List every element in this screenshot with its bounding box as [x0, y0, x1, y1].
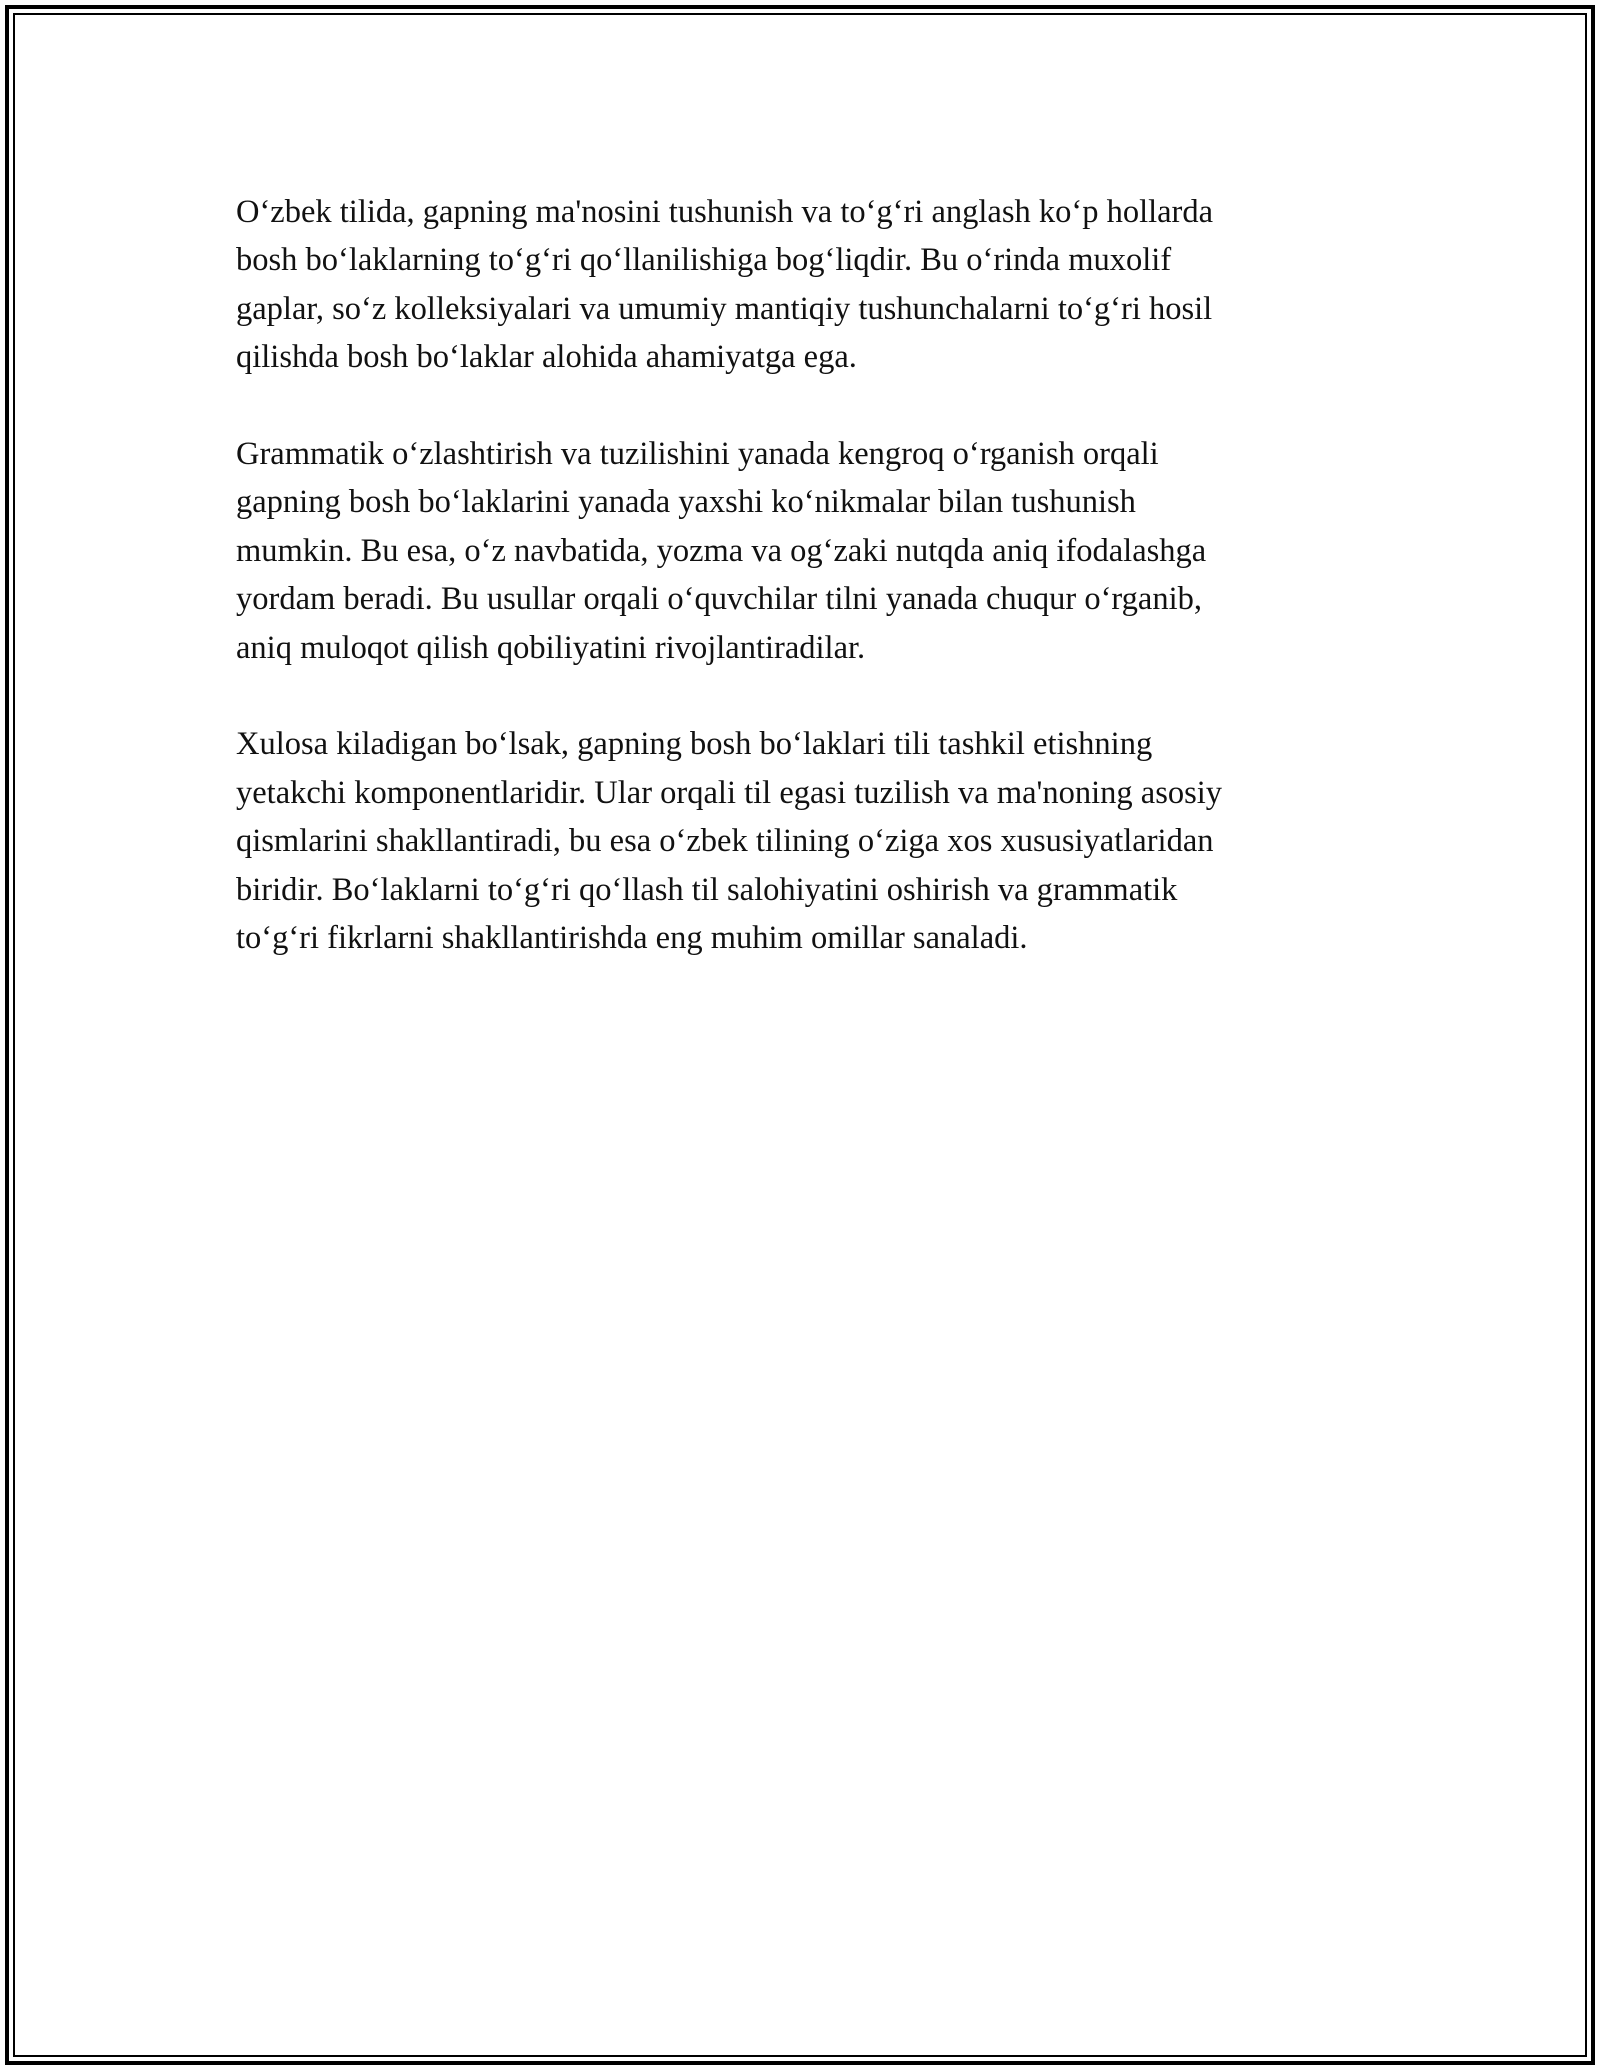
paragraph-1: O‘zbek tilida, gapning ma'nosini tushunish va to‘g‘ri anglash ko‘p hollarda bosh bo‘laklarning to‘g‘ri qo‘llanilishiga bog‘liqdir. Bu o‘rinda muxolif gaplar, so‘z kolleksiyalari va umumiy mantiqiy tushunchalarni to‘g‘ri hosil qilishda bosh bo‘laklar alohida ahamiyatga ega.: [236, 194, 1214, 376]
paragraph-3: Xulosa kiladigan bo‘lsak, gapning bosh bo‘laklari tili tashkil etishning yetakchi komponentlaridir. Ular orqali til egasi tuzilish va ma'noning asosiy qismlarini shakllantiradi, bu esa o‘zbek tilining o‘ziga xos xususiyatlaridan biridir. Bo‘laklarni to‘g‘ri qo‘llash til salohiyatini oshirish va grammatik to‘g‘ri fikrlarni shakllantirishda eng muhim omillar sanaladi.: [236, 726, 1223, 957]
document-body: [236, 188, 1366, 1011]
paragraph-2: Grammatik o‘zlashtirish va tuzilishini yanada kengroq o‘rganish orqali gapning bosh bo‘laklarini yanada yaxshi ko‘nikmalar bilan tushunish mumkin. Bu esa, o‘z navbatida, yozma va og‘zaki nutqda aniq ifodalashga yordam beradi. Bu usullar orqali o‘quvchilar tilni yanada chuqur o‘rganib, aniq muloqot qilish qobiliyatini rivojlantiradilar.: [236, 436, 1207, 666]
